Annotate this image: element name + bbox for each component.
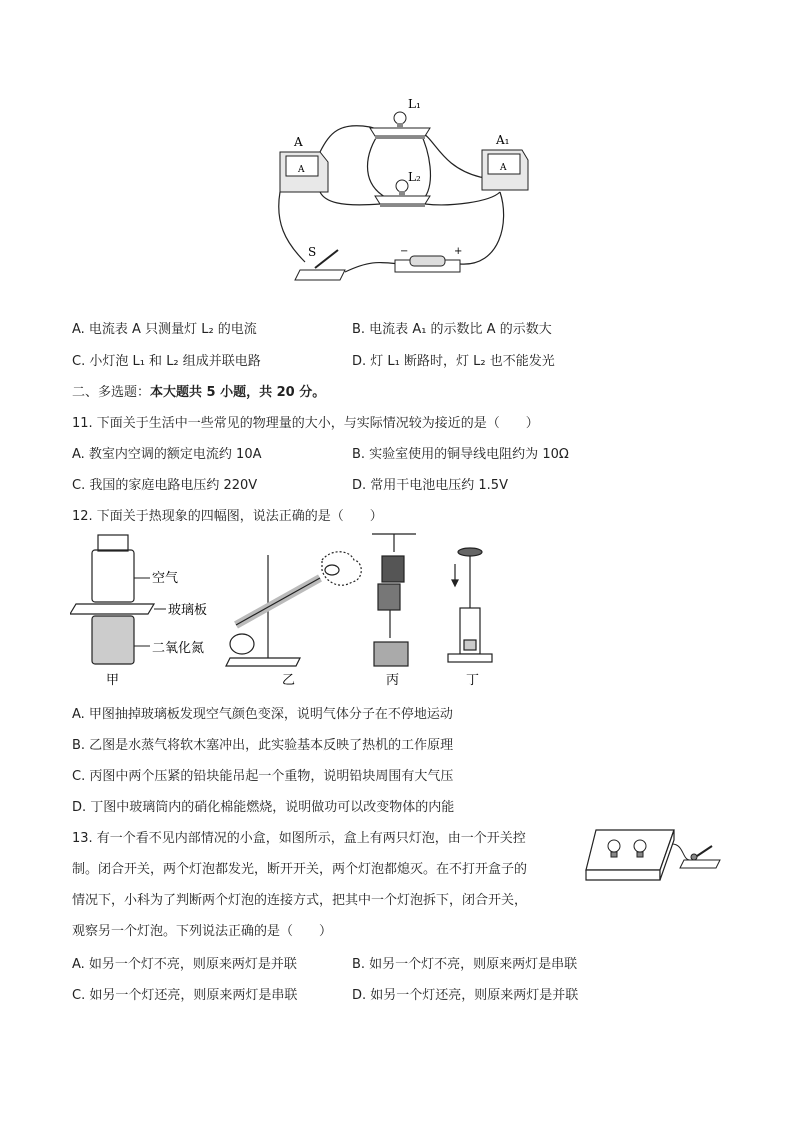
- svg-text:A: A: [500, 163, 507, 173]
- q12-option-c: C. 丙图中两个压紧的铅块能吊起一个重物，说明铅块周围有大气压: [72, 769, 454, 784]
- q11-option-a: A. 教室内空调的额定电流约 10A: [72, 447, 262, 462]
- q13-stem-line4: 观察另一个灯泡。下列说法正确的是（ ）: [72, 924, 333, 939]
- lamp2-label: L₂: [408, 170, 421, 184]
- section2-prefix: 二、多选题：: [72, 385, 151, 400]
- figure-jia: [70, 535, 154, 664]
- lamp1-label: L₁: [408, 97, 421, 111]
- q13-option-d: D. 如另一个灯还亮，则原来两灯是并联: [352, 988, 579, 1003]
- q10-option-d: D. 灯 L₁ 断路时，灯 L₂ 也不能发光: [352, 354, 555, 369]
- q13-stem-line2: 制。闭合开关，两个灯泡都发光，断开开关，两个灯泡都熄灭。在不打开盒子的: [72, 862, 528, 877]
- q12-stem: 12. 下面关于热现象的四幅图，说法正确的是（ ）: [72, 509, 383, 524]
- label-bing: 丙: [386, 673, 400, 688]
- label-glass: 玻璃板: [168, 603, 208, 618]
- circuit-figure: [260, 92, 530, 292]
- label-jia: 甲: [106, 673, 120, 688]
- figure-ding: [448, 548, 492, 662]
- ammeter-a-label: A: [294, 135, 303, 149]
- q10-option-b: B. 电流表 A₁ 的示数比 A 的示数大: [352, 322, 552, 337]
- thermal-figure: [70, 530, 510, 690]
- q12-option-d: D. 丁图中玻璃筒内的硝化棉能燃烧，说明做功可以改变物体的内能: [72, 800, 455, 815]
- q13-option-c: C. 如另一个灯还亮，则原来两灯是串联: [72, 988, 298, 1003]
- box-figure: [584, 824, 724, 886]
- figure-yi: [226, 552, 361, 666]
- svg-text:A: A: [298, 165, 305, 175]
- q11-option-b: B. 实验室使用的铜导线电阻约为 10Ω: [352, 447, 569, 462]
- q13-stem-line1: 13. 有一个看不见内部情况的小盒，如图所示，盒上有两只灯泡，由一个开关控: [72, 831, 526, 846]
- label-no2: 二氧化氮: [152, 641, 205, 656]
- q13-stem-line3: 情况下，小科为了判断两个灯泡的连接方式，把其中一个灯泡拆下，闭合开关，: [72, 893, 528, 908]
- q12-option-b: B. 乙图是水蒸气将软木塞冲出，此实验基本反映了热机的工作原理: [72, 738, 454, 753]
- label-ding: 丁: [466, 673, 480, 688]
- svg-text:+: +: [454, 246, 463, 257]
- svg-text:−: −: [400, 246, 409, 257]
- q10-option-a: A. 电流表 A 只测量灯 L₂ 的电流: [72, 322, 257, 337]
- figure-bing: [372, 534, 416, 666]
- label-yi: 乙: [282, 673, 296, 688]
- section2-detail: 本大题共 5 小题，共 20 分。: [150, 385, 326, 400]
- q11-stem: 11. 下面关于生活中一些常见的物理量的大小，与实际情况较为接近的是（ ）: [72, 416, 539, 431]
- q13-option-b: B. 如另一个灯不亮，则原来两灯是串联: [352, 957, 578, 972]
- q10-option-c: C. 小灯泡 L₁ 和 L₂ 组成并联电路: [72, 354, 261, 369]
- q12-option-a: A. 甲图抽掉玻璃板发现空气颜色变深，说明气体分子在不停地运动: [72, 707, 453, 722]
- q11-option-c: C. 我国的家庭电路电压约 220V: [72, 478, 258, 493]
- ammeter-a1-label: A₁: [496, 133, 510, 147]
- section2-heading: [72, 381, 325, 400]
- label-air: 空气: [152, 571, 179, 586]
- q13-option-a: A. 如另一个灯不亮，则原来两灯是并联: [72, 957, 297, 972]
- switch-label: S: [308, 245, 317, 259]
- q11-option-d: D. 常用干电池电压约 1.5V: [352, 478, 508, 493]
